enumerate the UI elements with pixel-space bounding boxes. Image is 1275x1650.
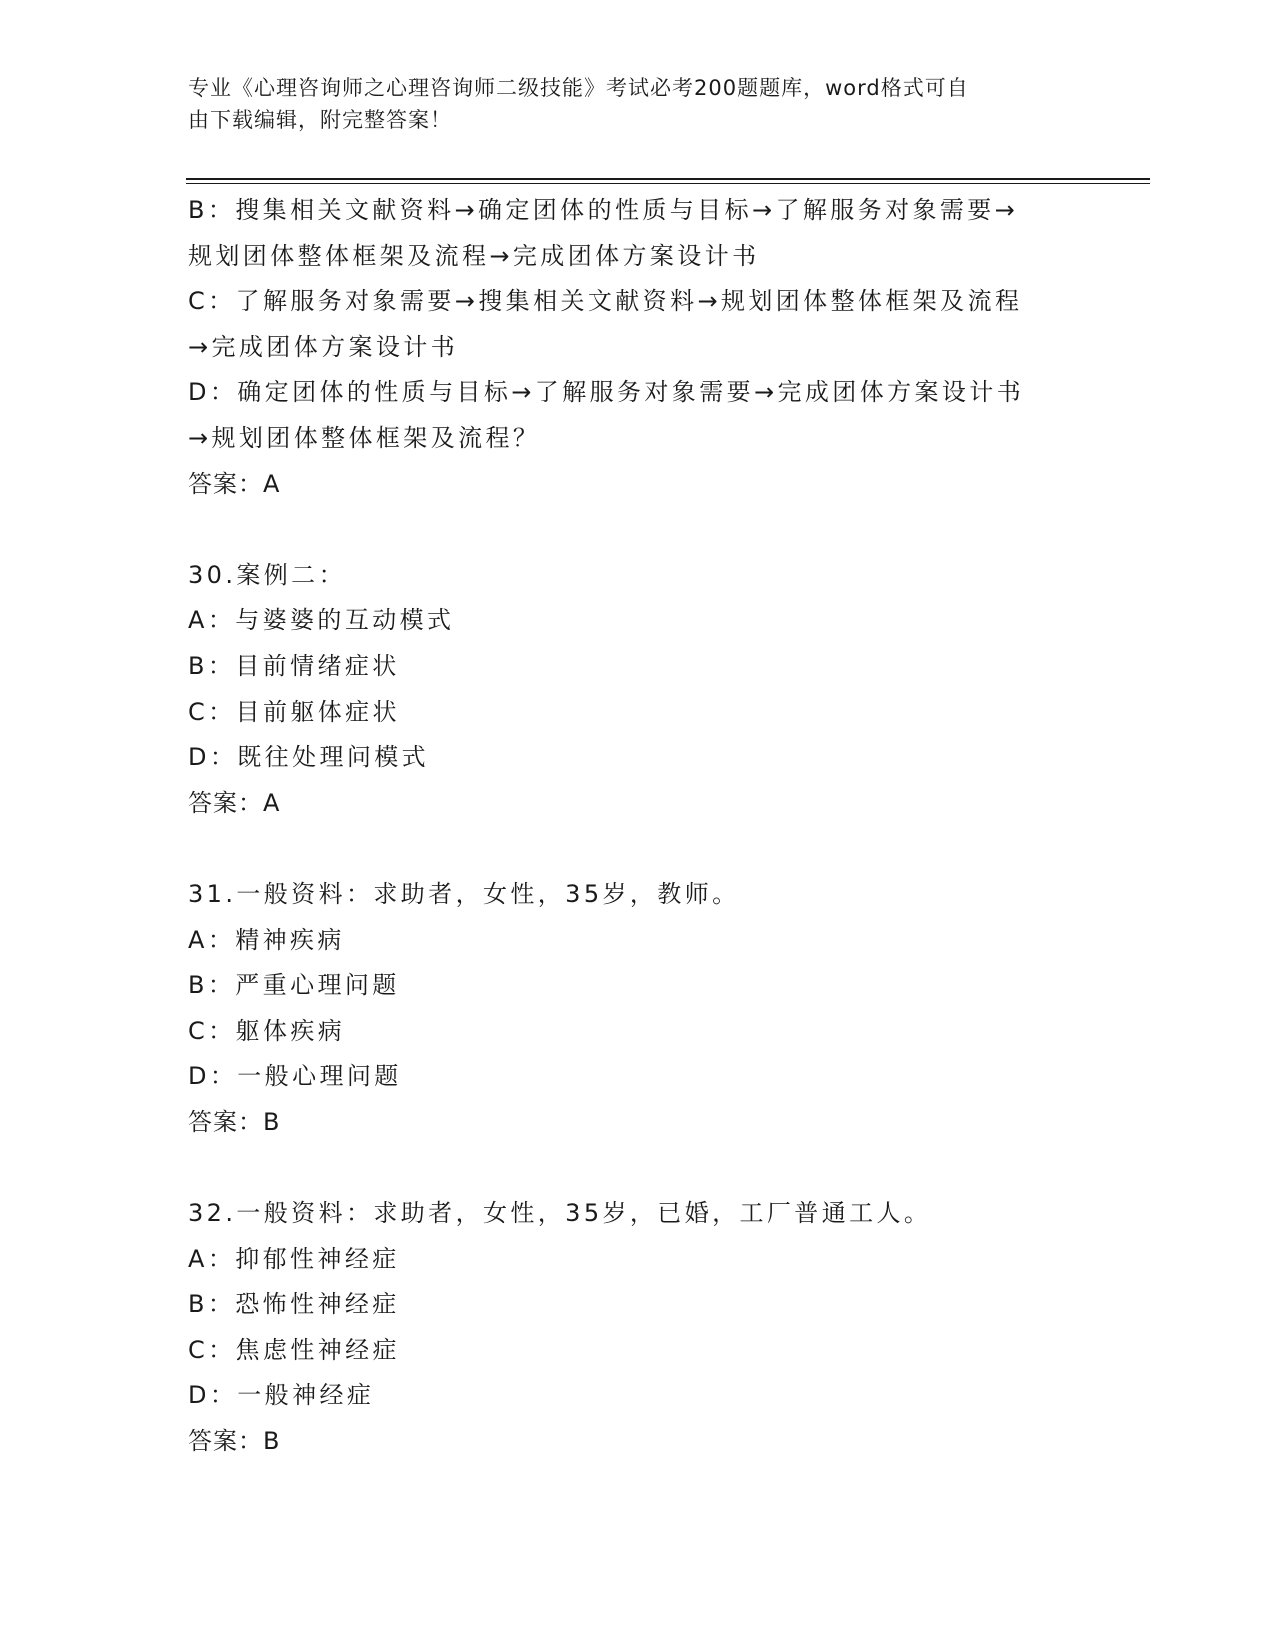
question-stem: 31.一般资料：求助者，女性，35岁，教师。 [188, 879, 740, 908]
option-d-line-2: →规划团体整体框架及流程？ [188, 423, 541, 452]
answer-line: 答案：B [188, 1107, 281, 1136]
answer-line: 答案：A [188, 788, 281, 817]
option-c-line-2: →完成团体方案设计书 [188, 332, 459, 361]
option-b: B：严重心理问题 [188, 971, 400, 1000]
question-29-tail [188, 188, 1088, 507]
answer-line: 答案：A [188, 469, 281, 498]
option-c: C：焦虑性神经症 [188, 1335, 400, 1364]
spacer [188, 507, 1088, 553]
option-a: A：抑郁性神经症 [188, 1244, 400, 1273]
option-d: D：一般心理问题 [188, 1062, 402, 1091]
document-header [188, 72, 1068, 136]
option-d: D：一般神经症 [188, 1381, 375, 1410]
document-body [188, 188, 1088, 1465]
option-b: B：目前情绪症状 [188, 651, 400, 680]
header-divider-thin [186, 183, 1150, 184]
option-c: C：目前躯体症状 [188, 697, 400, 726]
header-line-1: 专业《心理咨询师之心理咨询师二级技能》考试必考200题题库，word格式可自 [188, 76, 969, 100]
option-a: A：与婆婆的互动模式 [188, 606, 455, 635]
option-c: C：躯体疾病 [188, 1016, 346, 1045]
option-b-line-1: B：搜集相关文献资料→确定团体的性质与目标→了解服务对象需要→ [188, 196, 1019, 224]
header-line-2: 由下载编辑，附完整答案！ [188, 108, 452, 132]
question-31 [188, 872, 1088, 1146]
spacer [188, 1145, 1088, 1191]
option-b-line-2: 规划团体整体框架及流程→完成团体方案设计书 [188, 241, 760, 270]
spacer [188, 826, 1088, 872]
option-a: A：精神疾病 [188, 925, 345, 954]
answer-line: 答案：B [188, 1427, 281, 1456]
option-d: D：既往处理问模式 [188, 743, 430, 772]
option-b: B：恐怖性神经症 [188, 1290, 400, 1319]
option-d-line-1: D：确定团体的性质与目标→了解服务对象需要→完成团体方案设计书 [188, 378, 1025, 407]
option-c-line-1: C：了解服务对象需要→搜集相关文献资料→规划团体整体框架及流程 [188, 287, 1023, 316]
question-32 [188, 1191, 1088, 1465]
header-divider-thick [186, 178, 1150, 180]
question-30 [188, 553, 1088, 827]
question-stem: 32.一般资料：求助者，女性，35岁，已婚，工厂普通工人。 [188, 1199, 932, 1228]
question-stem: 30.案例二： [188, 560, 346, 589]
